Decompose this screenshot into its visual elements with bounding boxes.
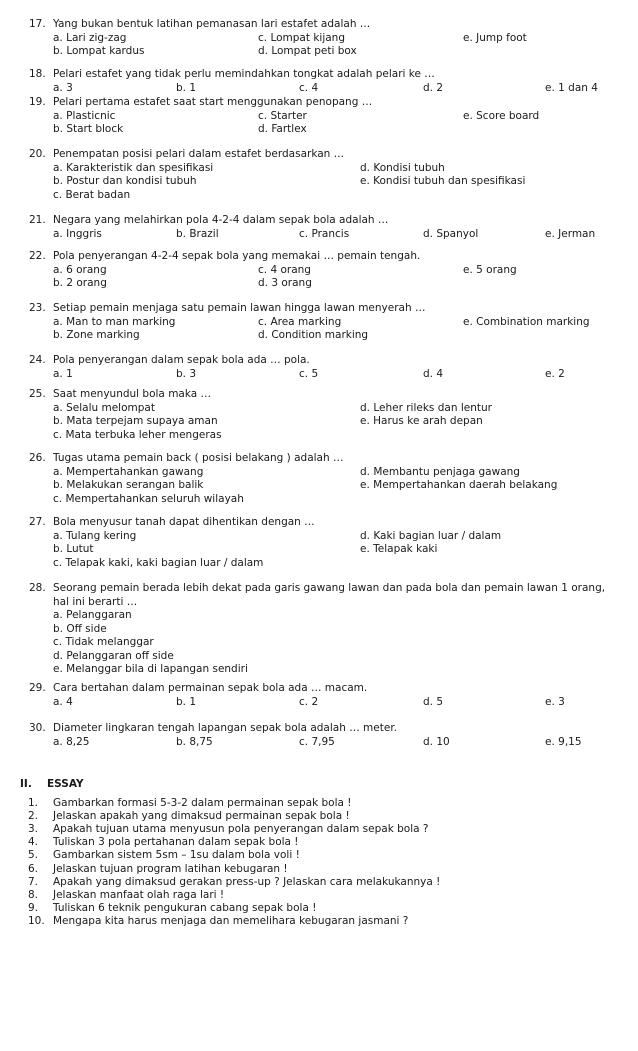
question-text: Diameter lingkaran tengah lapangan sepak bola adalah … meter. <box>53 722 398 734</box>
answer-option: d. 2 <box>423 81 444 94</box>
answer-option: a. Tulang kering <box>53 529 137 542</box>
essay-number: 7. <box>28 875 39 888</box>
essay-text: Mengapa kita harus menjaga dan memelihara kebugaran jasmani ? <box>53 914 409 927</box>
answer-option: b. Postur dan kondisi tubuh <box>53 175 197 187</box>
question-text: Negara yang melahirkan pola 4-2-4 dalam sepak bola adalah … <box>53 214 389 226</box>
answer-option: d. Lompat peti box <box>258 45 357 57</box>
answer-option: b. Start block <box>53 123 124 135</box>
answer-option: a. Pelanggaran <box>53 609 132 621</box>
answer-option: c. Lompat kijang <box>258 31 345 44</box>
answer-option: a. Inggris <box>53 227 102 240</box>
answer-option: a. 8,25 <box>53 735 90 748</box>
answer-option: e. Melanggar bila di lapangan sendiri <box>53 663 248 675</box>
answer-option: b. 2 orang <box>53 277 107 289</box>
answer-option: d. Leher rileks dan lentur <box>360 401 492 414</box>
answer-option: c. 4 <box>299 81 319 94</box>
answer-option: b. 8,75 <box>176 735 213 748</box>
answer-option: a. Mempertahankan gawang <box>53 465 204 478</box>
answer-option: e. Jerman <box>545 227 596 240</box>
essay-text: Jelaskan manfaat olah raga lari ! <box>53 888 225 901</box>
answer-option: e. Kondisi tubuh dan spesifikasi <box>360 175 526 187</box>
answer-option: d. Kaki bagian luar / dalam <box>360 529 502 542</box>
section-roman-numeral: II. <box>20 778 32 790</box>
answer-option: b. Lutut <box>53 543 94 555</box>
answer-option: d. 10 <box>423 735 450 748</box>
question-number: 26. <box>29 452 46 464</box>
question-number: 17. <box>29 18 46 30</box>
question-number: 24. <box>29 354 46 366</box>
answer-option: d. Condition marking <box>258 329 369 341</box>
question-number: 29. <box>29 682 46 694</box>
question-number: 21. <box>29 214 46 226</box>
answer-option: a. Selalu melompat <box>53 401 155 414</box>
answer-option: c. 5 <box>299 367 319 380</box>
answer-option: e. Mempertahankan daerah belakang <box>360 479 558 491</box>
answer-option: e. Combination marking <box>463 315 590 328</box>
answer-option: a. Lari zig-zag <box>53 31 127 44</box>
answer-option: c. Starter <box>258 109 307 122</box>
question-text: Cara bertahan dalam permainan sepak bola ada … macam. <box>53 682 368 694</box>
essay-text: Gambarkan sistem 5sm – 1su dalam bola voli ! <box>53 849 300 862</box>
essay-text: Apakah yang dimaksud gerakan press-up ? Jelaskan cara melakukannya ! <box>53 875 441 888</box>
answer-option: d. 4 <box>423 367 444 380</box>
answer-option: e. 1 dan 4 <box>545 81 598 94</box>
answer-option: a. 1 <box>53 367 73 380</box>
answer-option: c. Telapak kaki, kaki bagian luar / dalam <box>53 556 264 569</box>
question-text: Setiap pemain menjaga satu pemain lawan hingga lawan menyerah … <box>53 302 426 314</box>
answer-option: e. Score board <box>463 109 540 122</box>
essay-number: 2. <box>28 810 39 823</box>
question-number: 23. <box>29 302 46 314</box>
answer-option: d. Pelanggaran off side <box>53 649 174 662</box>
answer-option: c. Tidak melanggar <box>53 636 154 648</box>
answer-option: e. 5 orang <box>463 263 517 276</box>
answer-option: c. 7,95 <box>299 735 335 748</box>
question-number: 18. <box>29 68 46 80</box>
answer-option: b. Lompat kardus <box>53 45 145 57</box>
answer-option: e. 2 <box>545 367 565 380</box>
answer-option: c. Prancis <box>299 227 350 240</box>
answer-option: d. Fartlex <box>258 123 307 135</box>
question-text-continued: hal ini berarti … <box>53 595 138 608</box>
essay-number: 9. <box>28 901 39 914</box>
answer-option: b. Mata terpejam supaya aman <box>53 415 218 427</box>
essay-number: 3. <box>28 823 39 836</box>
essay-text: Tuliskan 6 teknik pengukuran cabang sepak bola ! <box>53 901 317 914</box>
essay-text: Jelaskan apakah yang dimaksud permainan sepak bola ! <box>53 810 350 823</box>
answer-option: c. Mempertahankan seluruh wilayah <box>53 492 244 505</box>
answer-option: d. 5 <box>423 695 444 708</box>
question-text: Pola penyerangan dalam sepak bola ada … pola. <box>53 354 310 366</box>
question-text: Pelari pertama estafet saat start menggunakan penopang … <box>53 96 373 108</box>
essay-number: 10. <box>28 914 45 927</box>
essay-number: 4. <box>28 836 39 849</box>
question-text: Yang bukan bentuk latihan pemanasan lari estafet adalah … <box>53 18 371 30</box>
answer-option: a. Man to man marking <box>53 315 176 328</box>
essay-number: 1. <box>28 797 39 809</box>
answer-option: d. Spanyol <box>423 227 479 240</box>
question-text: Pelari estafet yang tidak perlu memindahkan tongkat adalah pelari ke … <box>53 68 435 80</box>
question-number: 20. <box>29 148 46 160</box>
essay-number: 8. <box>28 888 39 901</box>
question-number: 19. <box>29 96 46 108</box>
essay-text: Jelaskan tujuan program latihan kebugaran ! <box>53 862 288 875</box>
answer-option: c. Berat badan <box>53 188 131 201</box>
answer-option: a. 4 <box>53 695 73 708</box>
section-title: ESSAY <box>47 778 84 790</box>
answer-option: b. 3 <box>176 367 197 380</box>
question-text: Bola menyusur tanah dapat dihentikan dengan … <box>53 516 315 528</box>
question-number: 22. <box>29 250 46 262</box>
answer-option: d. Kondisi tubuh <box>360 161 445 174</box>
question-text: Tugas utama pemain back ( posisi belakang ) adalah … <box>53 452 344 464</box>
question-number: 25. <box>29 388 46 400</box>
answer-option: b. Brazil <box>176 227 219 240</box>
answer-option: c. 2 <box>299 695 319 708</box>
answer-option: a. Plasticnic <box>53 109 116 122</box>
answer-option: b. 1 <box>176 695 197 708</box>
essay-text: Gambarkan formasi 5-3-2 dalam permainan sepak bola ! <box>53 797 352 809</box>
answer-option: a. 3 <box>53 81 73 94</box>
answer-option: a. Karakteristik dan spesifikasi <box>53 161 214 174</box>
question-text: Seorang pemain berada lebih dekat pada garis gawang lawan dan pada bola dan pemain lawan 1 orang, <box>53 582 606 594</box>
essay-number: 6. <box>28 862 39 875</box>
question-number: 28. <box>29 582 46 594</box>
answer-option: c. Mata terbuka leher mengeras <box>53 428 222 441</box>
answer-option: b. Melakukan serangan balik <box>53 479 204 491</box>
question-number: 30. <box>29 722 46 734</box>
answer-option: b. Off side <box>53 622 107 635</box>
answer-option: e. 3 <box>545 695 565 708</box>
answer-option: a. 6 orang <box>53 263 107 276</box>
question-text: Pola penyerangan 4-2-4 sepak bola yang memakai … pemain tengah. <box>53 250 421 262</box>
answer-option: b. 1 <box>176 81 197 94</box>
answer-option: e. Harus ke arah depan <box>360 415 483 427</box>
question-text: Penempatan posisi pelari dalam estafet berdasarkan … <box>53 148 345 160</box>
answer-option: c. Area marking <box>258 315 342 328</box>
answer-option: e. Telapak kaki <box>360 543 438 555</box>
answer-option: e. Jump foot <box>463 31 527 44</box>
essay-number: 5. <box>28 849 39 862</box>
question-number: 27. <box>29 516 46 528</box>
answer-option: d. Membantu penjaga gawang <box>360 465 520 478</box>
answer-option: c. 4 orang <box>258 263 311 276</box>
essay-text: Tuliskan 3 pola pertahanan dalam sepak bola ! <box>53 836 299 849</box>
essay-text: Apakah tujuan utama menyusun pola penyerangan dalam sepak bola ? <box>53 823 429 836</box>
answer-option: d. 3 orang <box>258 277 312 289</box>
answer-option: b. Zone marking <box>53 329 140 341</box>
question-text: Saat menyundul bola maka … <box>53 388 212 400</box>
answer-option: e. 9,15 <box>545 735 582 748</box>
